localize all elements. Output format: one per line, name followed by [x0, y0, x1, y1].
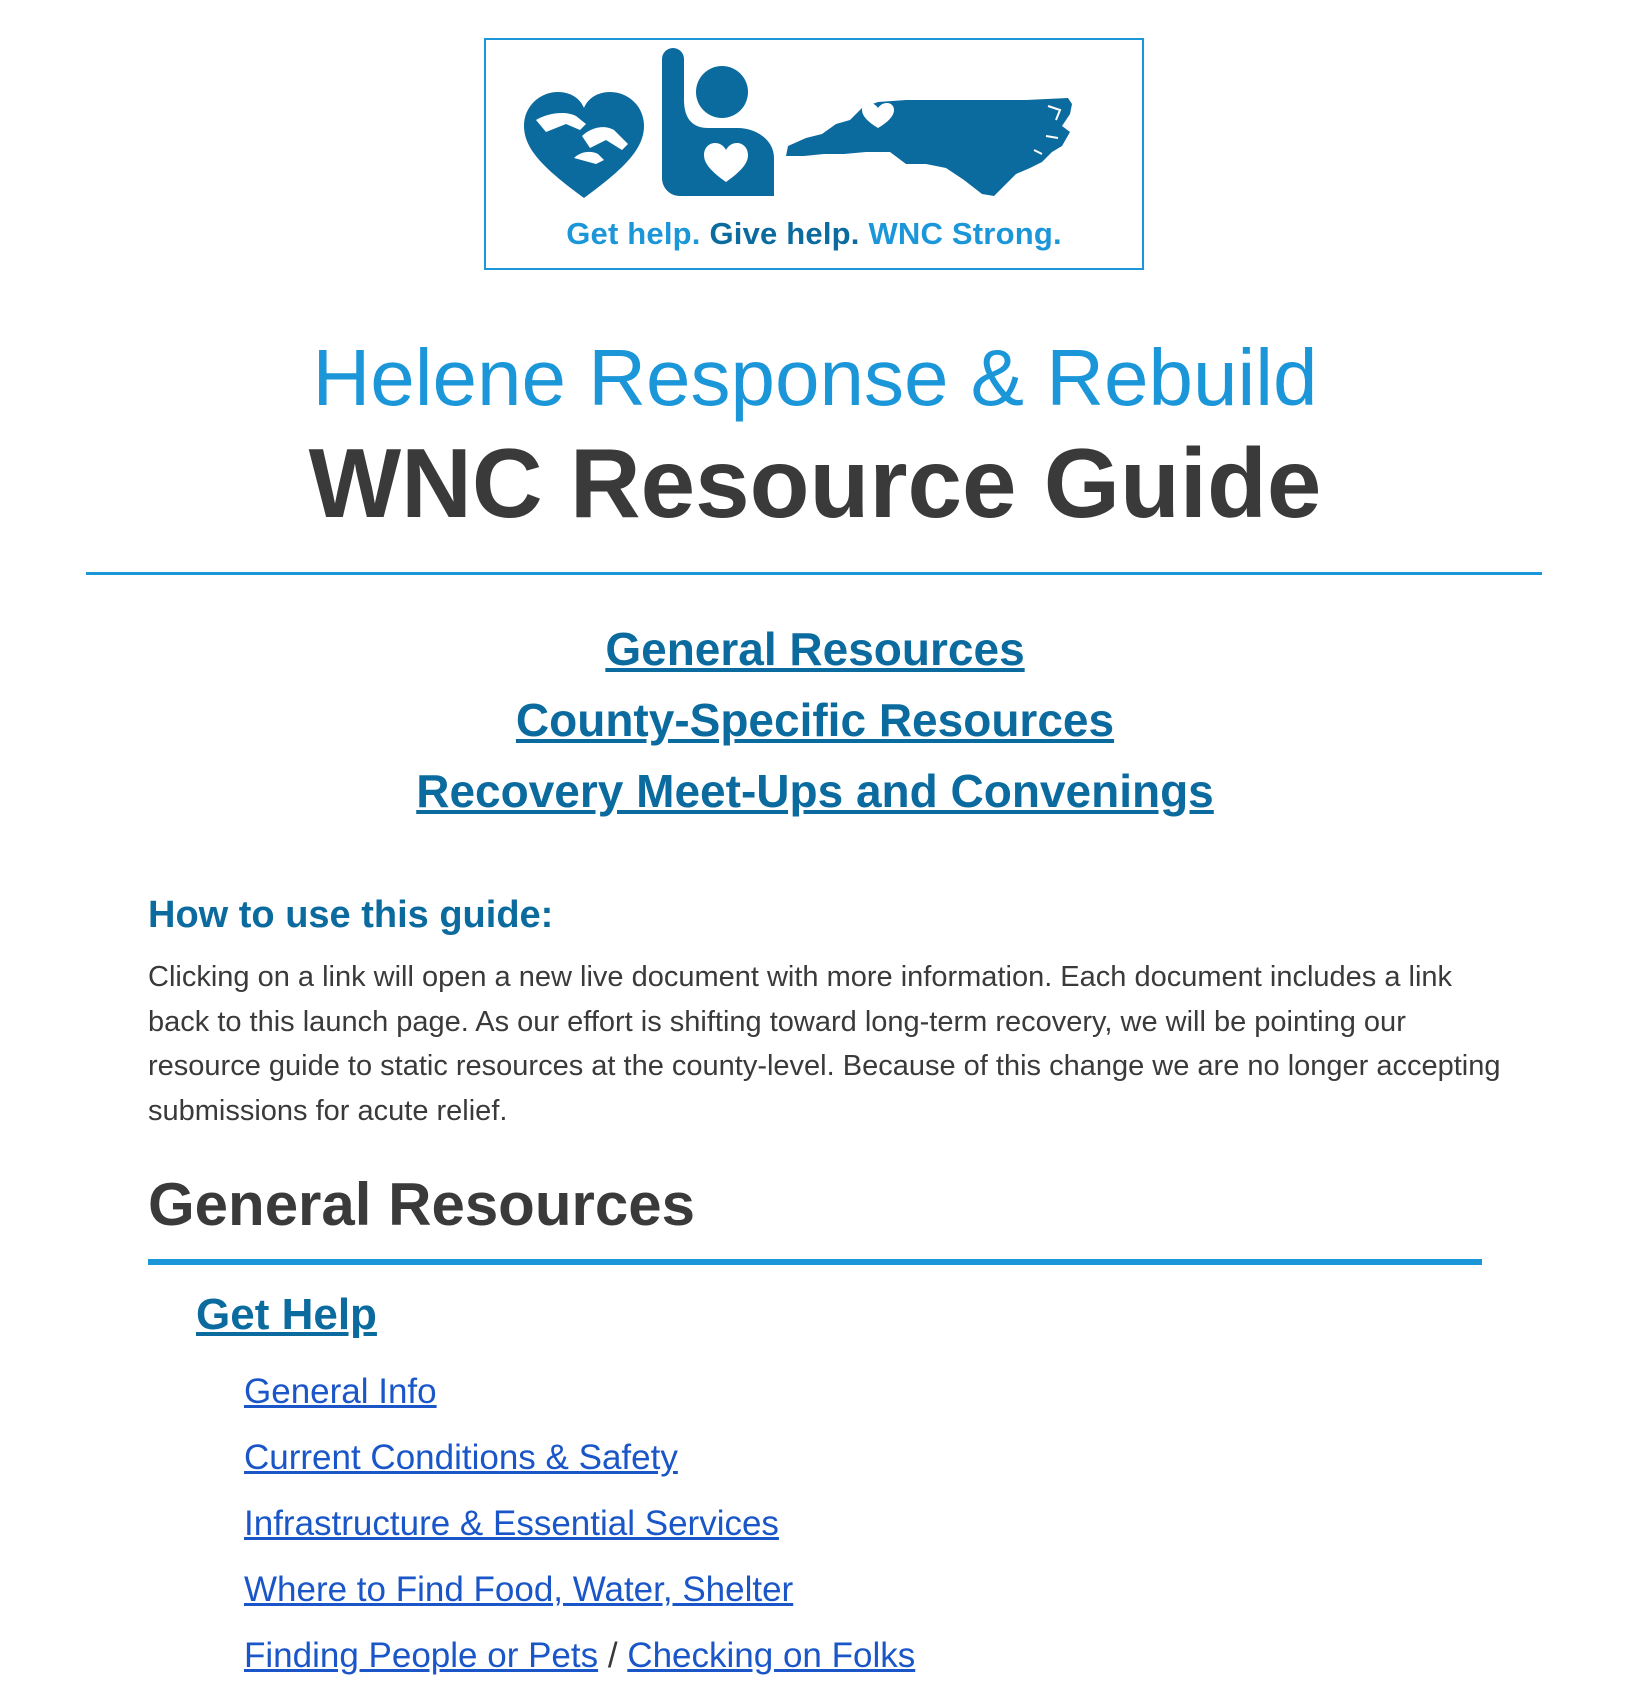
howto-body: Clicking on a link will open a new live document with more information. Each document includes a link back to this launch page. As our effort is shifting toward long-term recovery, we will be pointing our resource guide to static resources at the county-level. Because of this change we are no longer accepting submissions for acute relief.: [148, 961, 1501, 1127]
general-resources-heading: General Resources: [148, 1171, 695, 1238]
section-divider: [148, 1259, 1482, 1265]
helping-hands-heart-icon: [524, 92, 644, 198]
page-title: WNC Resource Guide: [308, 428, 1322, 538]
nav-link-general-resources[interactable]: General Resources: [605, 623, 1025, 675]
link-finding-people-pets[interactable]: Finding People or Pets: [244, 1636, 599, 1675]
nav-link-recovery-meetups[interactable]: Recovery Meet-Ups and Convenings: [416, 765, 1214, 817]
link-food-water-shelter[interactable]: Where to Find Food, Water, Shelter: [244, 1570, 794, 1609]
page-subtitle: Helene Response & Rebuild: [312, 333, 1318, 422]
get-help-list: [244, 1362, 915, 1692]
get-help-link[interactable]: Get Help: [196, 1290, 377, 1339]
list-item: [244, 1362, 915, 1428]
link-separator: /: [607, 1636, 618, 1675]
header-divider: [86, 572, 1542, 575]
logo: [484, 38, 1144, 270]
tagline-get-help: Get help.: [566, 216, 701, 251]
tagline-give-help: Give help.: [709, 216, 860, 251]
link-general-info[interactable]: General Info: [244, 1372, 437, 1411]
raised-hand-person-icon: [662, 48, 774, 196]
nav-link-county-specific-resources[interactable]: County-Specific Resources: [515, 694, 1115, 746]
list-item: [244, 1560, 915, 1626]
list-item: [244, 1494, 915, 1560]
section-nav: [0, 614, 1630, 827]
tagline-wnc-strong: WNC Strong.: [868, 216, 1062, 251]
link-current-conditions-safety[interactable]: Current Conditions & Safety: [244, 1438, 678, 1477]
list-item: [244, 1428, 915, 1494]
link-checking-on-folks[interactable]: Checking on Folks: [627, 1636, 916, 1675]
howto-heading: How to use this guide:: [148, 894, 554, 936]
north-carolina-map-icon: [786, 98, 1072, 196]
logo-tagline: [486, 216, 1142, 252]
link-infrastructure-services[interactable]: Infrastructure & Essential Services: [244, 1504, 779, 1543]
list-item: [244, 1626, 915, 1692]
